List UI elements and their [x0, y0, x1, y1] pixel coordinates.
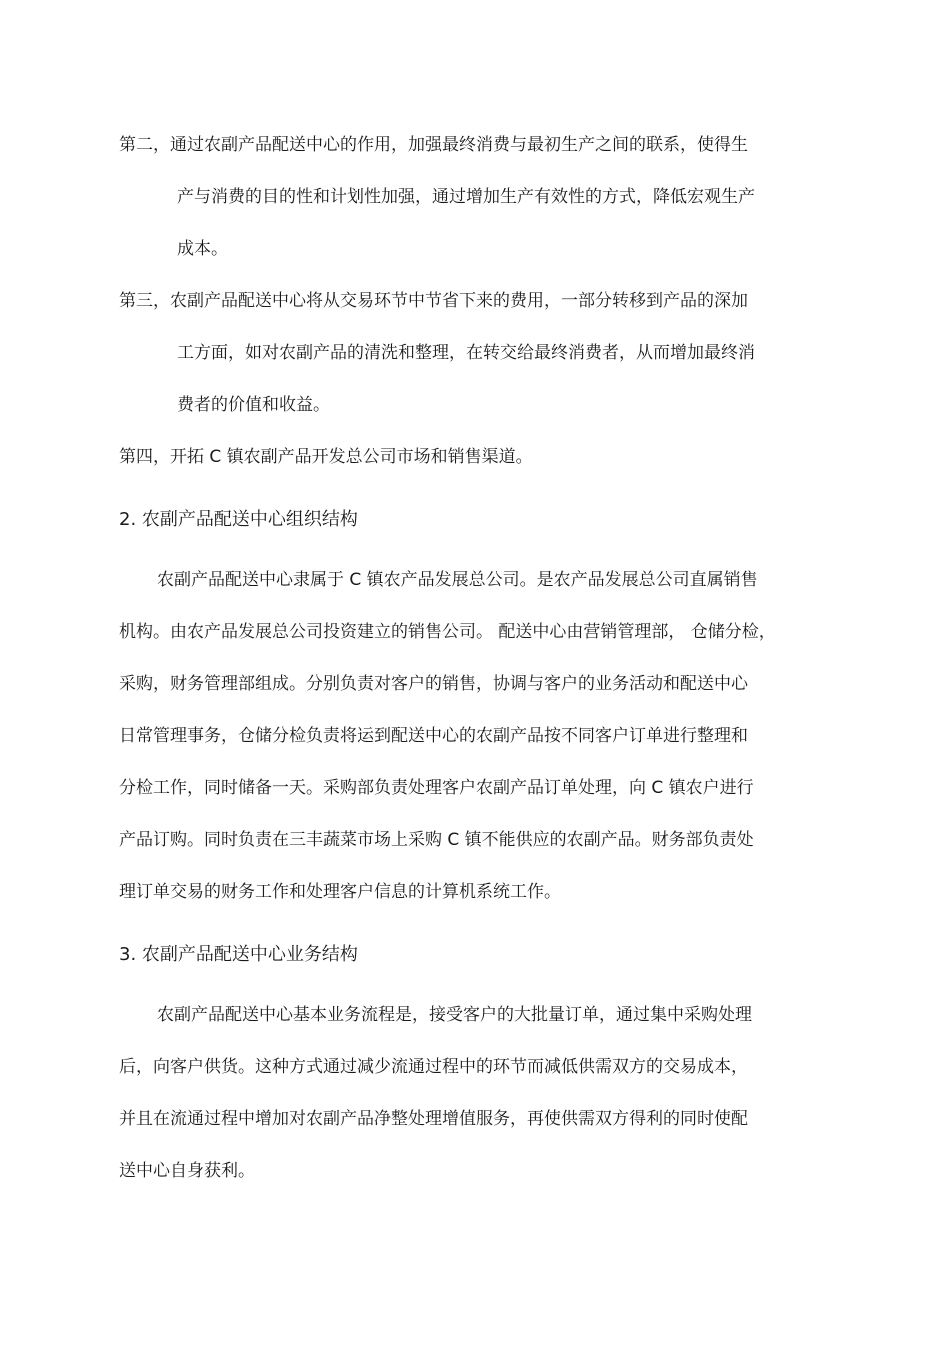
section-3-paragraph-line: 后，向客户供货。这种方式通过减少流通过程中的环节而减低供需双方的交易成本， [119, 1057, 748, 1077]
section-3-paragraph-line: 并且在流通过程中增加对农副产品净整处理增值服务，再使供需双方得利的同时使配 [119, 1109, 748, 1129]
item-3-line-2: 工方面，如对农副产品的清洗和整理，在转交给最终消费者，从而增加最终消 [177, 343, 755, 363]
item-4-line-1: 第四，开拓 C 镇农副产品开发总公司市场和销售渠道。 [119, 447, 533, 467]
section-2-paragraph-line: 分检工作，同时储备一天。采购部负责处理客户农副产品订单处理，向 C 镇农户进行 [119, 778, 754, 798]
section-2-paragraph-line: 日常管理事务，仓储分检负责将运到配送中心的农副产品按不同客户订单进行整理和 [119, 726, 748, 746]
item-2-line-1: 第二，通过农副产品配送中心的作用，加强最终消费与最初生产之间的联系，使得生 [119, 135, 748, 155]
section-3-paragraph-line: 农副产品配送中心基本业务流程是，接受客户的大批量订单，通过集中采购处理 [157, 1005, 752, 1025]
section-2-heading: 2. 农副产品配送中心组织结构 [119, 509, 358, 530]
section-2-paragraph-line: 采购，财务管理部组成。分别负责对客户的销售，协调与客户的业务活动和配送中心 [119, 674, 748, 694]
section-2-paragraph-line: 产品订购。同时负责在三丰蔬菜市场上采购 C 镇不能供应的农副产品。财务部负责处 [119, 830, 754, 850]
section-3-heading: 3. 农副产品配送中心业务结构 [119, 944, 358, 965]
item-3-line-1: 第三，农副产品配送中心将从交易环节中节省下来的费用，一部分转移到产品的深加 [119, 291, 748, 311]
section-3-paragraph-line: 送中心自身获利。 [119, 1161, 255, 1181]
section-2-paragraph-line: 农副产品配送中心隶属于 C 镇农产品发展总公司。是农产品发展总公司直属销售 [157, 570, 758, 590]
item-3-line-3: 费者的价值和收益。 [177, 395, 330, 415]
item-2-line-2: 产与消费的目的性和计划性加强，通过增加生产有效性的方式，降低宏观生产 [177, 187, 755, 207]
section-2-paragraph-line: 理订单交易的财务工作和处理客户信息的计算机系统工作。 [119, 882, 561, 902]
item-2-line-3: 成本。 [177, 239, 228, 259]
section-2-paragraph-line: 机构。由农产品发展总公司投资建立的销售公司。 配送中心由营销管理部， 仓储分检， [119, 622, 776, 642]
